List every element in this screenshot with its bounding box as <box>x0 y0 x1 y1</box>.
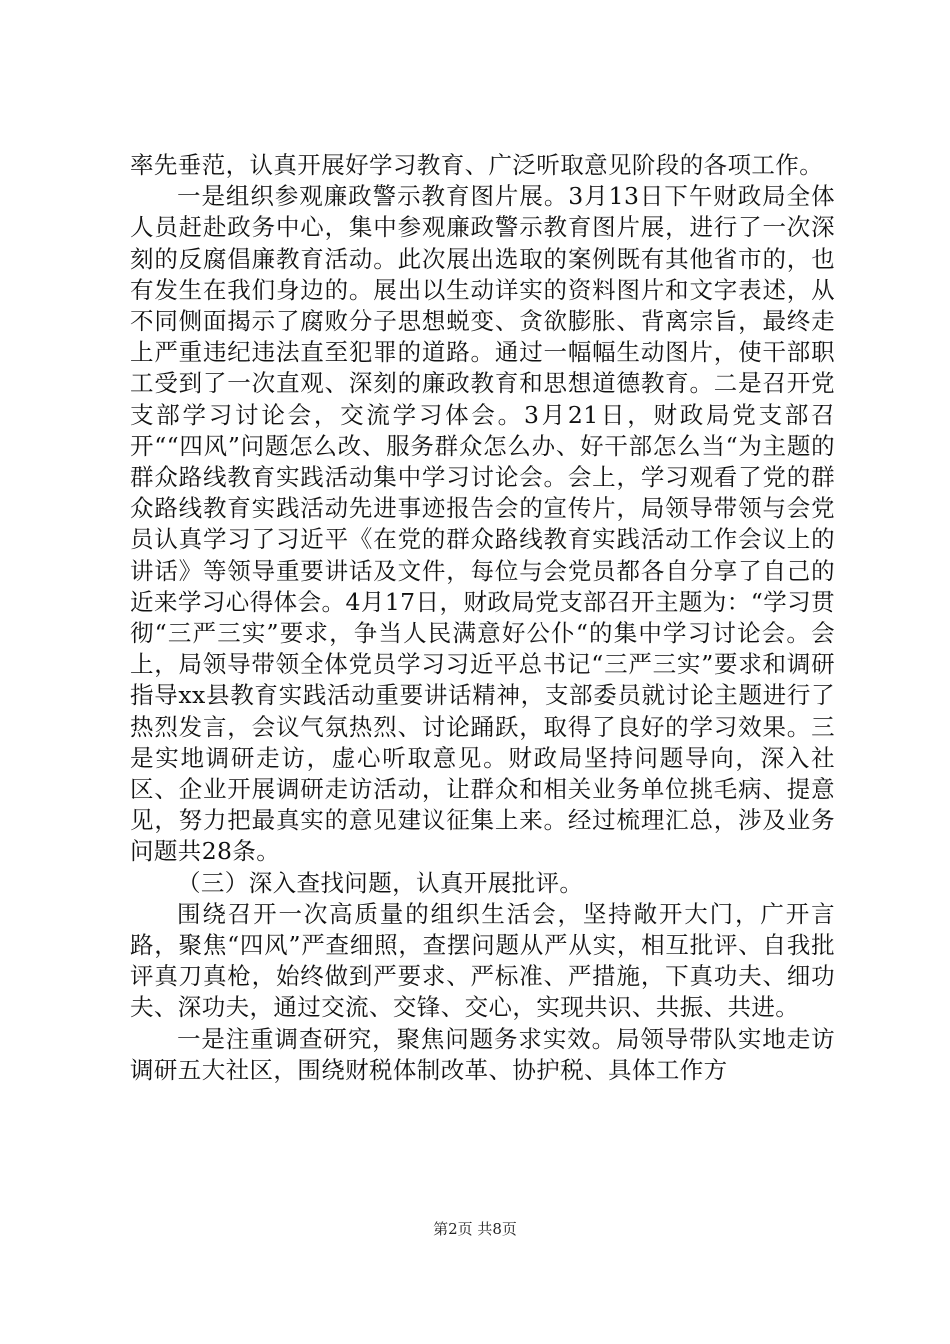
paragraph: 一是注重调查研究，聚焦问题务求实效。局领导带队实地走访调研五大社区，围绕财税体制改革、协护税、具体工作方 <box>130 1024 835 1084</box>
page-number-footer: 第2页 共8页 <box>433 1220 517 1238</box>
paragraph: 一是组织参观廉政警示教育图片展。3月13日下午财政局全体人员赶赴政务中心，集中参观廉政警示教育图片展，进行了一次深刻的反腐倡廉教育活动。此次展出选取的案例既有其他省市的，也有发生在我们身边的。展出以生动详实的资料图片和文字表述，从不同侧面揭示了腐败分子思想蜕变、贪欲膨胀、背离宗旨，最终走上严重违纪违法直至犯罪的道路。通过一幅幅生动图片，使干部职工受到了一次直观、深刻的廉政教育和思想道德教育。二是召开党支部学习讨论会，交流学习体会。3月21日，财政局党支部召开““四风”问题怎么改、服务群众怎么办、好干部怎么当“为主题的群众路线教育实践活动集中学习讨论会。会上，学习观看了党的群众路线教育实践活动先进事迹报告会的宣传片，局领导带领与会党员认真学习了习近平《在党的群众路线教育实践活动工作会议上的讲话》等领导重要讲话及文件，每位与会党员都各自分享了自己的近来学习心得体会。4月17日，财政局党支部召开主题为：“学习贯彻“三严三实”要求，争当人民满意好公仆“的集中学习讨论会。会上，局领导带领全体党员学习习近平总书记“三严三实”要求和调研指导xx县教育实践活动重要讲话精神，支部委员就讨论主题进行了热烈发言，会议气氛热烈、讨论踊跃，取得了良好的学习效果。三是实地调研走访，虚心听取意见。财政局坚持问题导向，深入社区、企业开展调研走访活动，让群众和相关业务单位挑毛病、提意见，努力把最真实的意见建议征集上来。经过梳理汇总，涉及业务问题共28条。 <box>130 182 835 866</box>
document-body <box>130 150 835 1086</box>
section-heading: （三）深入查找问题，认真开展批评。 <box>177 868 584 897</box>
paragraph: 围绕召开一次高质量的组织生活会，坚持敞开大门，广开言路，聚焦“四风”严查细照，查摆问题从严从实，相互批评、自我批评真刀真枪，始终做到严要求、严标准、严措施，下真功夫、细功夫、深功夫，通过交流、交锋、交心，实现共识、共振、共进。 <box>130 899 835 1022</box>
paragraph: 率先垂范，认真开展好学习教育、广泛听取意见阶段的各项工作。 <box>130 151 824 179</box>
